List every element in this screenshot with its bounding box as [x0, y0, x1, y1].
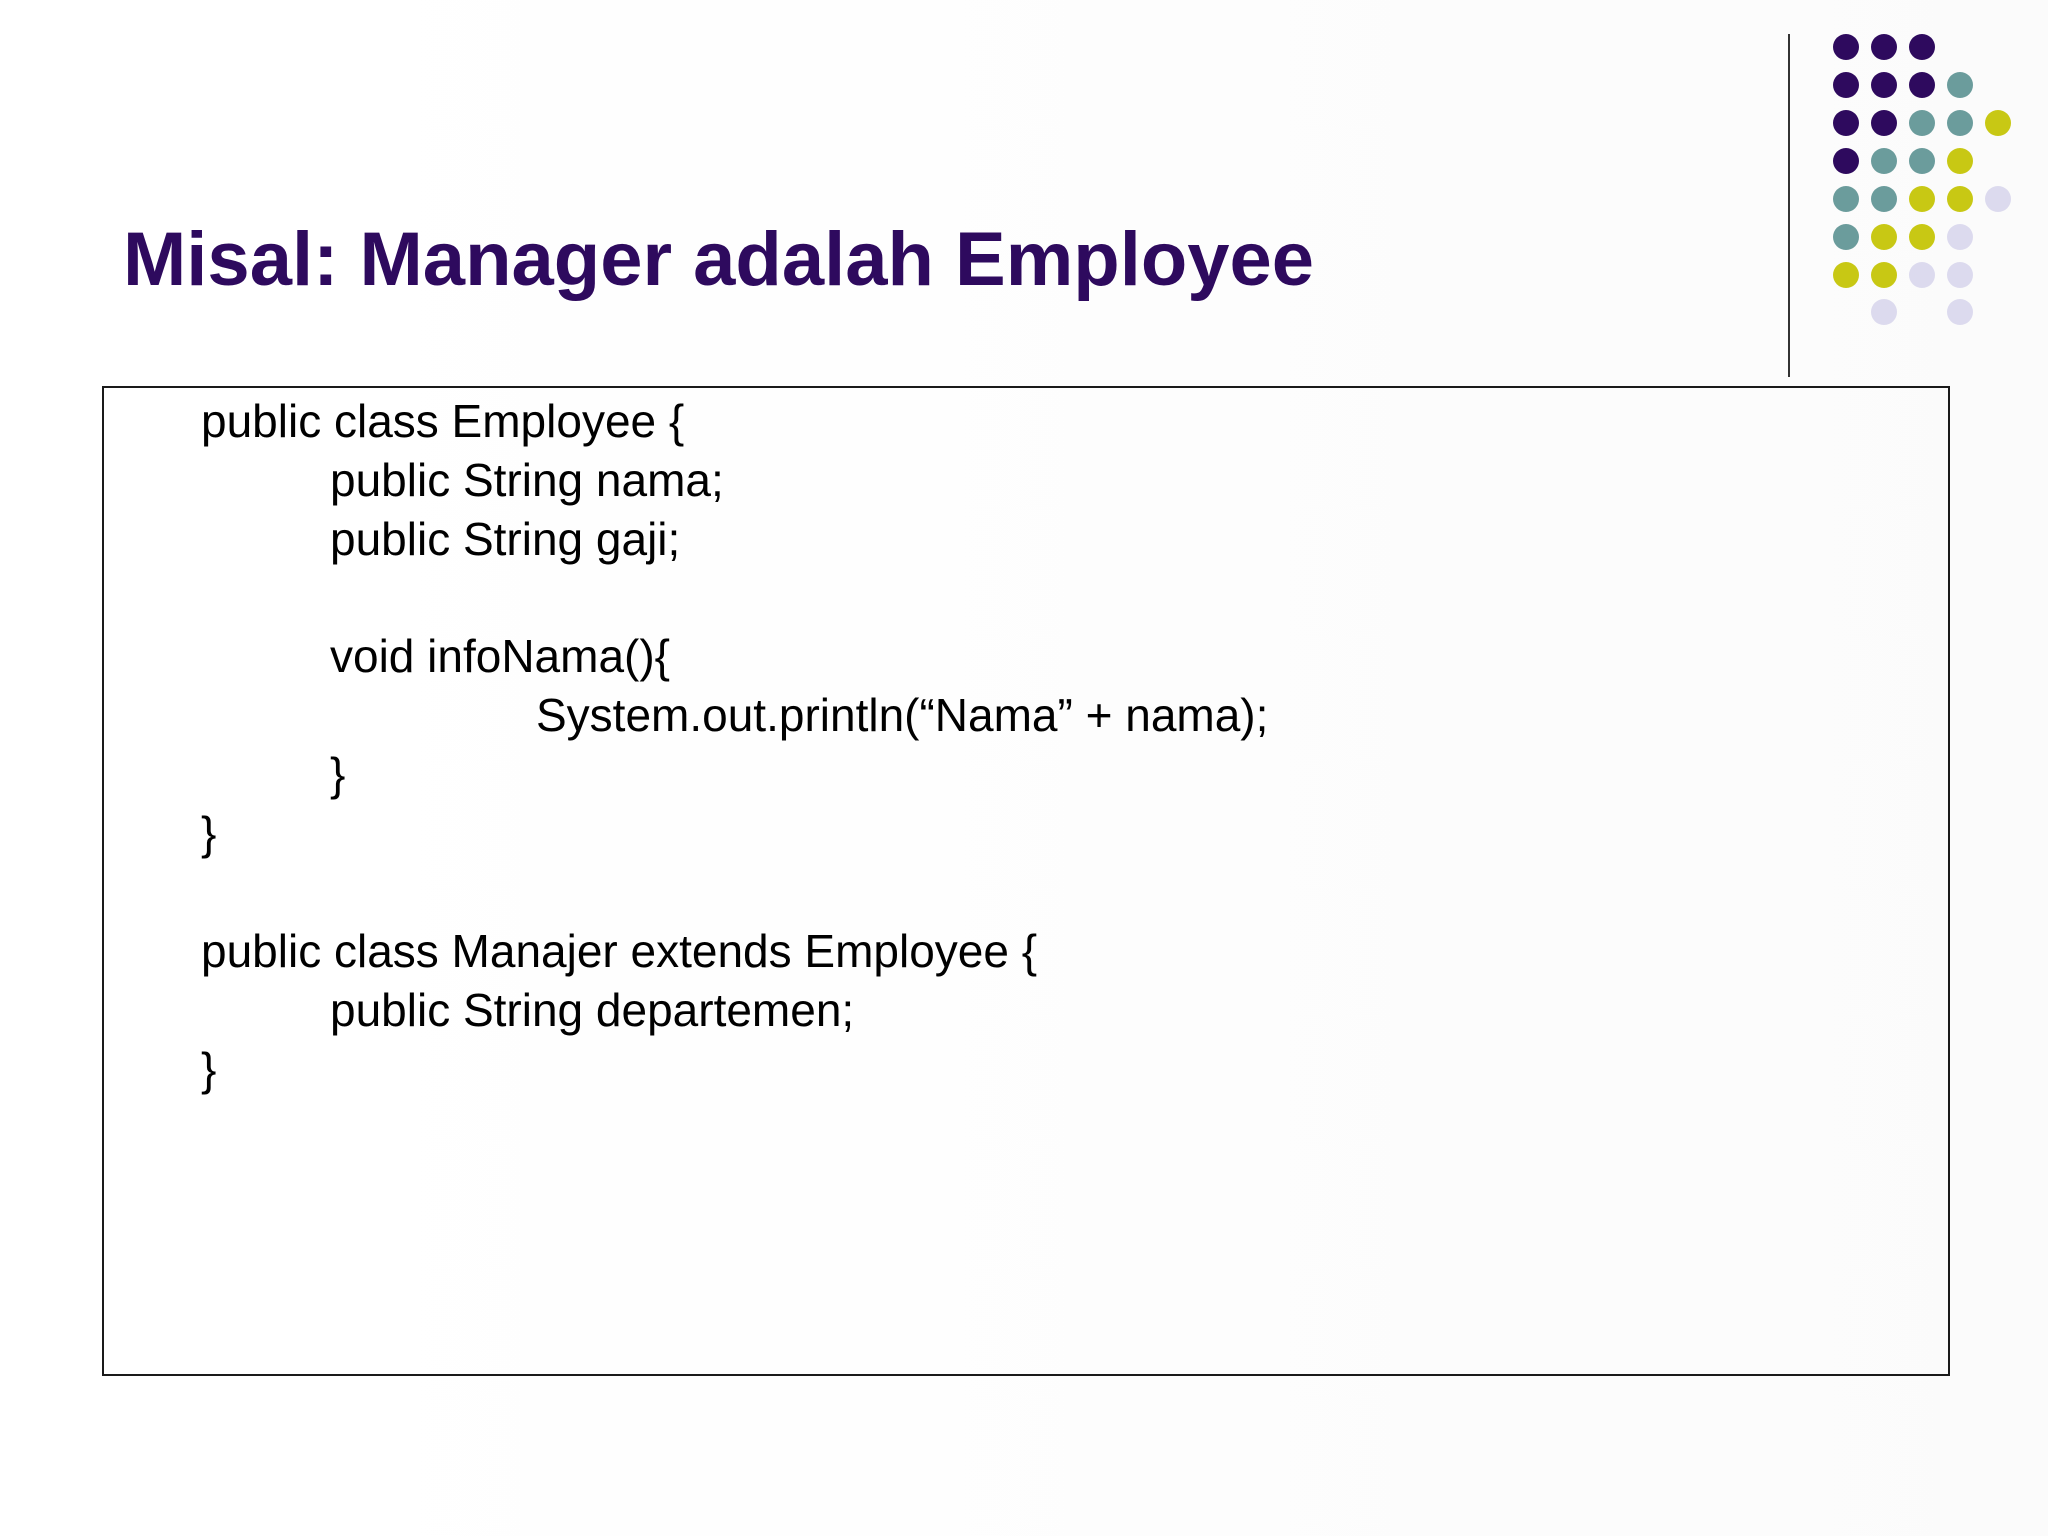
decorative-dot [1985, 186, 2011, 212]
decorative-dot [1985, 110, 2011, 136]
decorative-dot [1947, 224, 1973, 250]
code-line-7: } [201, 807, 217, 859]
decorative-dot [1909, 34, 1935, 60]
decorative-dot [1871, 72, 1897, 98]
code-line-8: public class Manajer extends Employee { [201, 925, 1038, 977]
decorative-dot [1871, 148, 1897, 174]
code-line-2: public String nama; [330, 454, 724, 506]
decorative-dot [1947, 299, 1973, 325]
decorative-dot [1909, 262, 1935, 288]
code-block [102, 386, 1950, 1376]
decorative-dot [1909, 186, 1935, 212]
decorative-dot [1833, 148, 1859, 174]
decorative-dot [1833, 110, 1859, 136]
decorative-dot [1947, 262, 1973, 288]
code-line-5: System.out.println(“Nama” + nama); [536, 689, 1269, 741]
decorative-dot [1871, 186, 1897, 212]
decorative-dot [1909, 72, 1935, 98]
decorative-dot [1909, 148, 1935, 174]
decorative-dot [1871, 262, 1897, 288]
decorative-dot [1909, 224, 1935, 250]
code-line-1: public class Employee { [201, 395, 685, 447]
decorative-dot [1871, 110, 1897, 136]
decorative-dot [1833, 262, 1859, 288]
decorative-dot [1947, 110, 1973, 136]
decorative-dot-grid [0, 0, 2048, 400]
decorative-dot [1871, 224, 1897, 250]
code-line-4: void infoNama(){ [330, 630, 671, 682]
decorative-dot [1833, 186, 1859, 212]
decorative-dot [1871, 299, 1897, 325]
decorative-dot [1947, 186, 1973, 212]
code-line-6: } [330, 748, 346, 800]
slide-title: Misal: Manager adalah Employee [123, 217, 1315, 302]
decorative-dot [1909, 110, 1935, 136]
decorative-dot [1833, 34, 1859, 60]
code-line-3: public String gaji; [330, 513, 681, 565]
decorative-dot [1947, 72, 1973, 98]
code-line-9: public String departemen; [330, 984, 855, 1036]
code-line-10: } [201, 1043, 217, 1095]
decorative-dot [1871, 34, 1897, 60]
decorative-dot [1833, 72, 1859, 98]
decorative-dot [1833, 224, 1859, 250]
decorative-dot [1947, 148, 1973, 174]
